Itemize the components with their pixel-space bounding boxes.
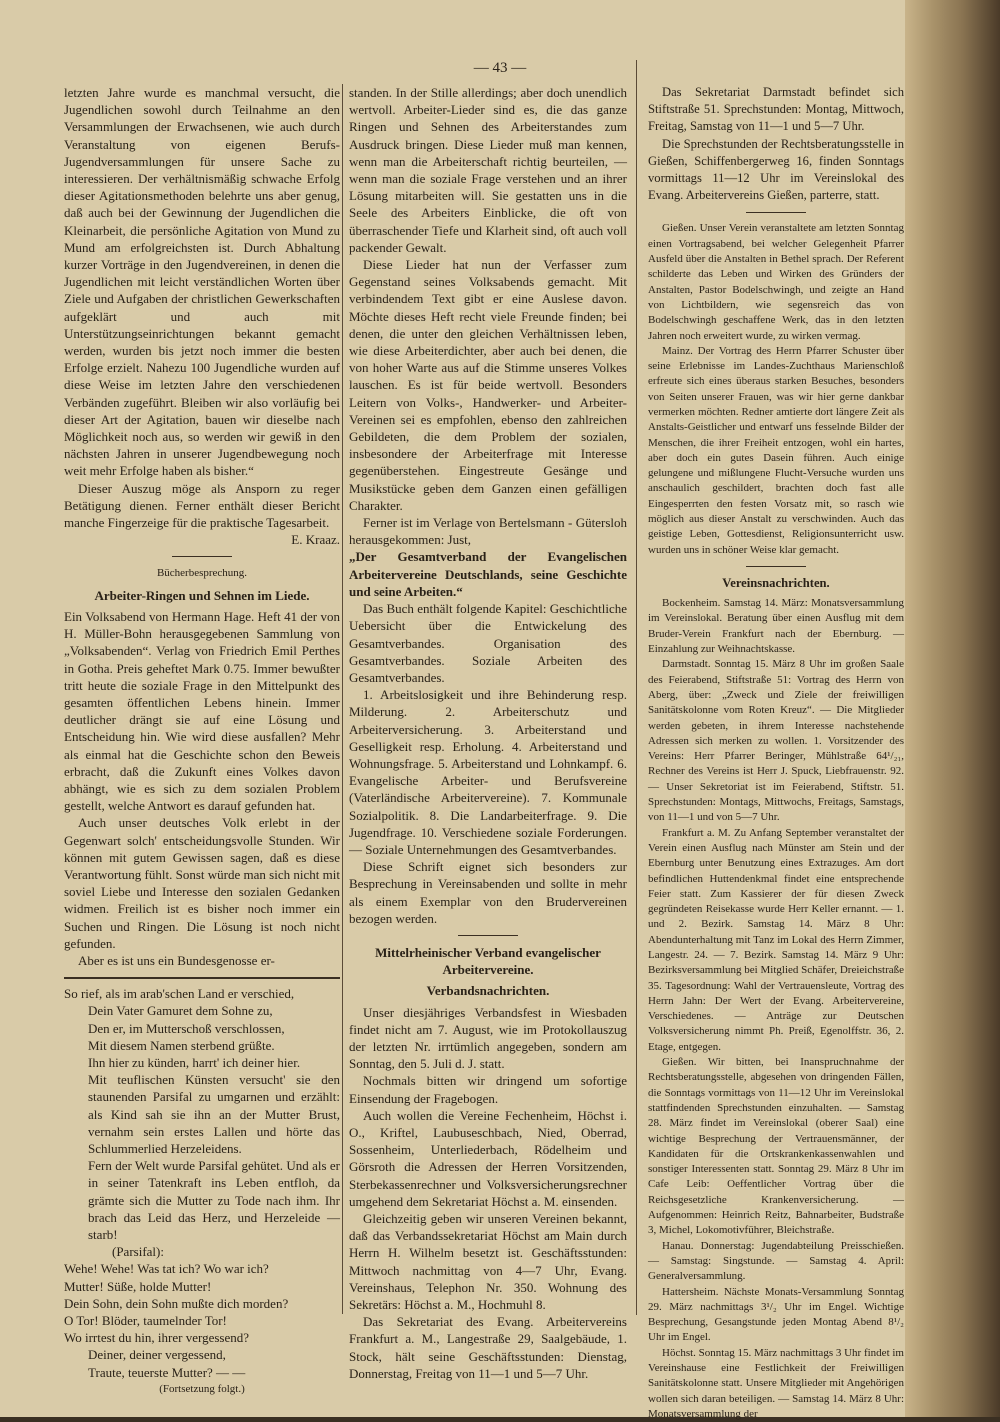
paragraph: Nochmals bitten wir dringend um sofortige Einsendung der Fragebogen. — [349, 1073, 627, 1106]
paragraph: Ferner ist im Verlage von Bertelsmann - Gütersloh herausgekommen: Just, — [349, 515, 627, 548]
paragraph: 1. Arbeitslosigkeit und ihre Behinderung resp. Milderung. 2. Arbeiterschutz und Arbeiterversicherung. 3. Arbeiterstand und Geselligkeit resp. Erholung. 4. Arbeiterstand und Wohnungsfrage. 5. Arbeiterstand und Lohnkampf. 6. Evangelische Arbeiter- und Berufsvereine (Vaterländische Arbeitervereine). 7. Kommunale Sozialpolitik. 8. Die Landarbeiterfrage. 9. Die Jugendfrage. 10. Verschiedene soziale Forderungen. — Soziale Unternehmungen des Gesamtverbandes. — [349, 687, 627, 857]
page-number: — 43 — — [473, 60, 527, 76]
section-heading: Vereinsnachrichten. — [722, 575, 830, 590]
paragraph: Aber es ist uns ein Bundesgenosse er- — [78, 952, 275, 968]
column-divider — [342, 84, 343, 1314]
paragraph: Das Sekretariat Darmstadt befindet sich Stiftstraße 51. Sprechstunden: Montag, Mittwoch, Freitag, Samstag von 11—1 und 5—7 Uhr. — [648, 85, 904, 134]
continued-note: (Fortsetzung folgt.) — [159, 1382, 245, 1395]
divider — [172, 556, 232, 557]
paragraph: Höchst. Sonntag 15. März nachmittags 3 Uhr findet im Vereinshause eine Festlichkeit der Freiwilligen Sanitätskolonne statt. Unsere Mitglieder mit Angehörigen wollen sich daran beteiligen. — Samstag 14. März 8 Uhr: Monatsversammlung der — [648, 1346, 904, 1420]
book-binding-edge — [905, 0, 1000, 1417]
paragraph: Diese Schrift eignet sich besonders zur Besprechung in Vereinsabenden und sollte in mehr als einem Exemplar von den Brudervereinen bezogen werden. — [349, 859, 627, 926]
paragraph: Ein Volksabend von Hermann Hage. Heft 41 der von H. Müller-Bohn herausgegebenen Sammlung von „Volksabenden“. Verlag von Friedrich Emil Perthes in Gotha. Preis geheftet Mark 0.75. Immer bewußter tritt heute die soziale Frage in den Mittelpunkt des gesamten öffentlichen Lebens hinein. Immer deutlicher drängt sie auf eine Lösung und Entscheidung hin. Wie wird diese ausfallen? Mehr als einmal hat die Geschichte schon den Beweis erbracht, daß die Zukunft eines Volkes davon abhängt, wie es sich zu dem sozialen Problem gestellt, welche Antwort es darauf gefunden hat. — [64, 608, 340, 814]
column-divider — [636, 60, 637, 1315]
column-left — [64, 84, 340, 1398]
paragraph: Diese Lieder hat nun der Verfasser zum Gegenstand seines Volksabends gemacht. Mit verbindendem Text gibt er eine Auslese davon. Möchte dieses Heft recht viele Freunde finden; bei denen, die unter den gleichen Verhältnissen leben, wie diese Arbeiterdichter, aber auch bei denen, die von hoher Warte aus auf die Stimme unseres Volkes lauschen. Es ist für beide wertvoll. Besonders Leitern von Volks-, Handwerker- und Arbeiter-Vereinen sei es empfohlen, ebenso den zahlreichen Gebildeten, die dem Problem der sozialen, insbesondere der Arbeiterfrage mit Interesse gegenüberstehen. Eingestreute Gesänge und Musikstücke geben dem Ganzen einen gefälligen Charakter. — [349, 257, 627, 513]
paragraph: Die Sprechstunden der Rechtsberatungsstelle in Gießen, Schiffenbergerweg 16, finden Sonntags vormittags 11—12 Uhr im Vereinslokal des Evang. Arbeitervereins Gießen, parterre, statt. — [648, 136, 904, 203]
divider — [458, 935, 518, 936]
paragraph: Mainz. Der Vortrag des Herrn Pfarrer Schuster über seine Erlebnisse im Landes-Zuchthaus Marienschloß erfreute sich eines überaus starken Besuches, besonders von Seiten unserer Frauen, was wir hier gerne dankbar vermerken möchten. Redner amtierte dort längere Zeit als Anstalts-Geistlicher und entwarf uns fesselnde Bilder der Menschen, die ihrer Freiheit entzogen, wohl ein hartes, aber doch ein gutes Dasein führen. Auch einige gelungene und mißlungene Flucht-Versuche wurden uns anschaulich geschildert, brachten doch fast alle Eingesperrten den festen Vorsatz mit, so rasch wie möglich aus dieser Anstalt zu verschwinden. Auch das geistige Leben, Gottesdienst, Religionsunterricht usw. wurden uns in schöner Weise klar gemacht. — [648, 344, 904, 556]
section-heading: Bücherbesprechung. — [156, 567, 248, 580]
paragraph: Dieser Auszug möge als Ansporn zu reger Betätigung dienen. Ferner enthält dieser Bericht manche Fingerzeige für die praktische Tagesarbeit. — [64, 480, 340, 531]
divider — [64, 977, 340, 979]
paragraph: Darmstadt. Sonntag 15. März 8 Uhr im großen Saale des Feierabend, Stiftstraße 51: Vortrag des Herrn von Aberg, über: „Zweck und Ziele der freiwilligen Sanitätskolonne vom Roten Kreuz“. — Die Mitglieder werden gebeten, in ihrem Interesse nachstehende Adressen sich merken zu wollen. 1. Vorsitzender des Vereins: Herr Pfarrer Beringer, Mühlstraße 64¹/₂₁, Rechner des Vereins ist Herr J. Spuck, Liebfrauenstr. 92. — Unser Sekretoriat ist im Feierabend, Stiftstr. 51. Sprechstunden: Montags, Mittwochs, Freitags, Samstags, von 11—1 und von 5—7 Uhr. — [648, 658, 904, 824]
paragraph: Hattersheim. Nächste Monats-Versammlung Sonntag 29. März nachmittags 3¹/₂ Uhr im Engel. Wichtige Besprechung, Gesangstunde jeden Montag Abend 8¹/₂ Uhr im Engel. — [648, 1285, 904, 1344]
paragraph: Hanau. Donnerstag: Jugendabteilung Preisschießen. — Samstag: Singstunde. — Samstag 4. April: Generalversammlung. — [648, 1239, 904, 1283]
paragraph: Das Sekretariat des Evang. Arbeitervereins Frankfurt a. M., Langestraße 29, Saalgebäude, 1. Stock, hält seine Geschäftsstunden: Dienstag, Donnerstag, Freitag von 11—1 und 5—7 Uhr. — [349, 1314, 627, 1381]
section-subtitle: Verbandsnachrichten. — [426, 983, 550, 999]
divider — [746, 212, 806, 213]
paragraph: Frankfurt a. M. Zu Anfang September veranstaltet der Verein einen Ausflug nach Münster am Stein und der Ebernburg unter Benutzung eines Extrazuges. Am dort befindlichen Huttendenkmal findet eine entsprechende Feier statt. Zum Kassierer der für diesen Zweck gegründeten Reisekasse wurde Herr Keller ernannt. — 1. und 2. Bezirk. Samstag 14. März 8 Uhr: Abendunterhaltung mit Tanz im Lokal des Herrn Zimmer, Langestr. 24. — 7. Bezirk. Samstag 14. März 9 Uhr: Bezirksversammlung bei Mitglied Schäfer, Dreieichstraße 35. Tagesordnung: Wahl der Vertrauensleute, Vortrag des Herrn Jahn: Der Wert der Evang. Arbeitervereine, Verschiedenes. — Anträge zur Deutschen Volksversicherung nimmt Ph. Preiß, Egenolffstr. 36, 2. Etage, entgegen. — [648, 826, 904, 1053]
poem-line: Deiner, deiner vergessend, — [88, 1347, 226, 1363]
paragraph: Das Buch enthält folgende Kapitel: Geschichtliche Uebersicht über die Entwickelung des Gesamtverbandes. Organisation des Gesamtverbandes. Soziale Arbeiten des Gesamtverbandes. — [349, 601, 627, 685]
paragraph: Gießen. Unser Verein veranstaltete am letzten Sonntag einen Vortragsabend, bei welcher Gelegenheit Pfarrer Ausfeld über die Anstalten in Bethel sprach. Der Referent schilderte das Leben und Wirken des Gründers der Anstalten, Pastor Bodelschwingh, und zeigte an Hand von Lichtbildern, wie segensreich das von Bodelschwingh geschaffene Werk, das in den letzten Jahren noch erweitert wurde, zu wirken vermag. — [648, 222, 904, 342]
poem-line: (Parsifal): — [112, 1244, 164, 1260]
poem-line: Wehe! Wehe! Was tat ich? Wo war ich? — [64, 1261, 269, 1277]
paragraph: Unser diesjähriges Verbandsfest in Wiesbaden findet nicht am 7. August, wie im Protokollauszug der letzten Nr. irrtümlich angegeben, sondern am Sonntag, den 5. Juli d. J. statt. — [349, 1004, 627, 1072]
divider — [746, 566, 806, 567]
review-title: Arbeiter-Ringen und Sehnen im Liede. — [94, 587, 310, 603]
section-title: Mittelrheinischer Verband evangelischer Arbeitervereine. — [375, 944, 601, 978]
poem-line: Ihn hier zu künden, harrt' ich deiner hier. — [88, 1054, 301, 1070]
poem-line: Mit diesem Namen sterbend grüßte. — [88, 1037, 275, 1053]
poem-line: Mutter! Süße, holde Mutter! — [64, 1278, 212, 1294]
paragraph: standen. In der Stille allerdings; aber doch unendlich wertvoll. Arbeiter-Lieder sind es, die das ganze Ringen und Sehnen des Arbeiterstandes zum Ausdruck bringen. Diese Lieder muß man kennen, wenn man die Arbeiterschaft richtig beurteilen, — wenn man die soziale Frage verstehen und an ihrer Lösung mitarbeiten will. Sie gestatten uns in die Seele des Arbeiters Einblicke, die oft von überraschender Tiefe und Klarheit sind, oft auch voll packender Gewalt. — [349, 85, 627, 255]
paragraph: Bockenheim. Samstag 14. März: Monatsversammlung im Vereinslokal. Beratung über einen Ausflug mit dem Bruder-Verein Frankfurt nach der Ebernburg. — Einzahlung zur Weihnachtskasse. — [648, 597, 904, 656]
paragraph: Auch unser deutsches Volk erlebt in der Gegenwart solch' entscheidungsvolle Stunden. Wir können mit gutem Gewissen sagen, daß es diese Verantwortung fühlt. Sonst würde man sich nicht mit soviel Liebe und Interesse den sozialen Gedanken widmen. Freilich ist es bisher noch immer ein Suchen und Ringen. Die Lösung ist noch nicht gefunden. — [64, 815, 340, 951]
book-title: „Der Gesamtverband der Evangelischen Arbeitervereine Deutschlands, seine Geschichte und seine Arbeiten.“ — [349, 549, 627, 599]
paragraph: Gleichzeitig geben wir unseren Vereinen bekannt, daß das Verbandssekretariat Höchst am Main durch Herrn H. Wilhelm besetzt ist. Geschäftsstunden: Mittwoch nachmittag von 4—7 Uhr, Evang. Vereinshaus, Telephon Nr. 350. Wohnung des Sekretärs: Höchst a. M., Hochmuhl 8. — [349, 1211, 627, 1313]
column-right — [648, 84, 904, 1422]
poem-line: Fern der Welt wurde Parsifal gehütet. Und als er in seiner Tatenkraft ins Leben entfloh, da grämte sich die Mutter zu Tode nach ihm. Ihr brach das Leid das Herz, und Herzeleide — starb! — [88, 1158, 340, 1242]
poem-line: So rief, als im arab'schen Land er verschied, — [64, 986, 295, 1002]
poem-line: O Tor! Blöder, taumelnder Tor! — [64, 1313, 227, 1329]
paragraph: Auch wollen die Vereine Fechenheim, Höchst i. O., Kriftel, Laubuseschbach, Nied, Oberrad, Sossenheim, Unterliederbach, Rödelheim und Görsroth die Adressen der Herren Vorsitzenden, Sterbekassenrechner und Volksversicherungsrechner umgehend dem Sekretariat Höchst a. M. einsenden. — [349, 1107, 627, 1209]
poem-line: Traute, teuerste Mutter? — — — [88, 1364, 246, 1380]
poem-line: Dein Vater Gamuret dem Sohne zu, — [88, 1003, 273, 1019]
poem-line: Den er, im Mutterschoß verschlossen, — [88, 1020, 285, 1036]
poem-line: Dein Sohn, dein Sohn mußte dich morden? — [64, 1295, 289, 1311]
author-signature: E. Kraaz. — [291, 532, 340, 548]
poem-line: Wo irrtest du hin, ihrer vergessend? — [64, 1330, 249, 1346]
paragraph: Gießen. Wir bitten, bei Inanspruchnahme der Rechtsberatungsstelle, abgesehen von dringenden Fällen, die Sonntags vormittags von 11—12 Uhr im Vereinslokal stattfindenden Sprechstunden einzuhalten. — Samstag 28. März findet im Vereinslokal (oberer Saal) eine wichtige Besprechung der Vertrauensmänner, der Kandidaten für die Ortskrankenkassenwahlen und sonstiger Interessenten statt. Sonntag 29. März 8 Uhr im Cafe Leib: Oeffentlicher Vortrag über die Reichsgesetzliche Krankenversicherung. — Aufgenommen: Heinrich Reitz, Bahnarbeiter, Budstraße 3, Michel, Lokomotivführer, Bleichstraße. — [648, 1056, 904, 1237]
poem-line: Mit teuflischen Künsten versucht' sie den staunenden Parsifal zu umgarnen und erzählt: als Kind sah sie ihn an der Mutter Brust, vernahm sein erstes Lallen und hörte das Schlummerlied Herzeleidens. — [88, 1072, 340, 1156]
poem — [64, 985, 340, 1381]
paragraph: letzten Jahre wurde es manchmal versucht, die Jugendlichen sowohl durch Teilnahme an den Versammlungen der Erwachsenen, wie auch durch Veranstaltung von eigenen Berufs-Jugendversammlungen für unsere Sache zu interessieren. Der verhältnismäßig schwache Erfolg dieser Agitationsmethoden belehrte uns aber genug, daß auch bei der Gewinnung der Jugendlichen die Kleinarbeit, die persönliche Agitation von Mund zu Mund am erfolgreichsten ist. Durch Abhaltung kurzer Vorträge in den Jugendvereinen, in denen die Jugendlichen mit leicht verständlichen Worten über Ziele und Aufgaben der christlichen Gewerkschaften aufgeklärt und auch mit Unterstützungseinrichtungen bekannt gemacht werden, wurden bis jetzt noch immer die besten Erfolge erzielt. Nahezu 100 Jugendliche wurden auf diese Weise im letzten Jahre den verschiedenen Verbänden zugeführt. Bleiben wir also vorläufig bei dieser Art der Agitation, bauen wir dieselbe nach Möglichkeit noch aus, so werden wir gewiß in den nächsten Jahren in unserer Jugendbewegung noch weit mehr Erfolge haben als bisher.“ — [64, 85, 340, 479]
column-middle — [349, 84, 627, 1382]
